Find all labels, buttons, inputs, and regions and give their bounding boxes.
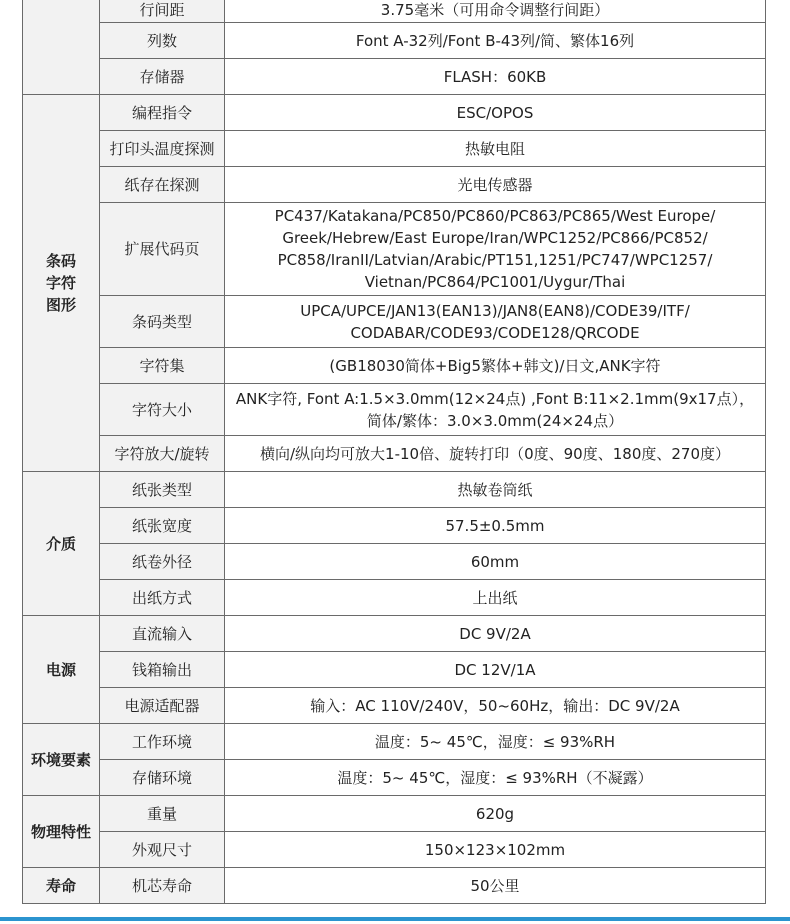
row-value: DC 12V/1A (225, 652, 766, 688)
category-cell: 寿命 (23, 868, 100, 904)
category-cell: 物理特性 (23, 796, 100, 868)
row-label: 打印头温度探测 (100, 131, 225, 167)
row-label: 编程指令 (100, 95, 225, 131)
value-line: CODABAR/CODE93/CODE128/QRCODE (350, 323, 640, 342)
row-label: 外观尺寸 (100, 832, 225, 868)
category-line: 字符 (45, 274, 76, 292)
row-label: 字符大小 (100, 384, 225, 436)
row-value: 输入：AC 110V/240V，50~60Hz，输出：DC 9V/2A (225, 688, 766, 724)
row-value: 上出纸 (225, 580, 766, 616)
row-label: 机芯寿命 (100, 868, 225, 904)
row-label: 直流输入 (100, 616, 225, 652)
row-value: 60mm (225, 544, 766, 580)
row-value: DC 9V/2A (225, 616, 766, 652)
table-row (23, 472, 766, 508)
category-cell (23, 0, 100, 95)
table-row (23, 652, 766, 688)
row-label: 纸张类型 (100, 472, 225, 508)
spec-table (22, 0, 766, 904)
table-row (23, 23, 766, 59)
value-line: Vietnan/PC864/PC1001/Uygur/Thai (364, 273, 626, 291)
row-value: 150×123×102mm (225, 832, 766, 868)
table-row (23, 796, 766, 832)
row-label: 出纸方式 (100, 580, 225, 616)
row-label: 重量 (100, 796, 225, 832)
row-value: 温度：5~ 45℃，湿度：≤ 93%RH (225, 724, 766, 760)
category-cell: 电源 (23, 616, 100, 724)
row-label: 纸张宽度 (100, 508, 225, 544)
row-label: 电源适配器 (100, 688, 225, 724)
row-value: 57.5±0.5mm (225, 508, 766, 544)
table-row (23, 384, 766, 436)
row-label: 存储器 (100, 59, 225, 95)
row-label: 纸存在探测 (100, 167, 225, 203)
row-value (225, 203, 766, 296)
table-row (23, 724, 766, 760)
table-row (23, 296, 766, 348)
table-row (23, 0, 766, 23)
row-label: 扩展代码页 (100, 203, 225, 296)
value-line: 简体/繁体：3.0×3.0mm(24×24点） (366, 411, 624, 430)
table-row (23, 348, 766, 384)
row-value (225, 296, 766, 348)
row-value: 3.75毫米（可用命令调整行间距） (225, 0, 766, 23)
table-row (23, 131, 766, 167)
row-value: 热敏电阻 (225, 131, 766, 167)
category-cell: 介质 (23, 472, 100, 616)
row-value: 横向/纵向均可放大1-10倍、旋转打印（0度、90度、180度、270度） (225, 436, 766, 472)
table-row (23, 544, 766, 580)
table-row (23, 508, 766, 544)
row-value: 50公里 (225, 868, 766, 904)
row-label: 存储环境 (100, 760, 225, 796)
table-row (23, 832, 766, 868)
row-value: ESC/OPOS (225, 95, 766, 131)
row-label: 字符放大/旋转 (100, 436, 225, 472)
table-row (23, 95, 766, 131)
bottom-divider (0, 917, 790, 921)
table-row (23, 167, 766, 203)
table-row (23, 616, 766, 652)
table-row (23, 580, 766, 616)
value-line: Greek/Hebrew/East Europe/Iran/WPC1252/PC866/PC852/ (282, 229, 708, 247)
table-row (23, 868, 766, 904)
table-row (23, 760, 766, 796)
row-label: 条码类型 (100, 296, 225, 348)
table-row (23, 59, 766, 95)
row-label: 行间距 (100, 0, 225, 23)
row-value: (GB18030简体+Big5繁体+韩文)/日文,ANK字符 (225, 348, 766, 384)
category-cell (23, 95, 100, 472)
row-value: Font A-32列/Font B-43列/简、繁体16列 (225, 23, 766, 59)
row-label: 纸卷外径 (100, 544, 225, 580)
row-label: 工作环境 (100, 724, 225, 760)
row-label: 列数 (100, 23, 225, 59)
row-value: 温度：5~ 45℃，湿度：≤ 93%RH（不凝露） (225, 760, 766, 796)
row-value: 热敏卷筒纸 (225, 472, 766, 508)
value-line: PC858/IranII/Latvian/Arabic/PT151,1251/PC747/WPC1257/ (277, 251, 713, 269)
value-line: UPCA/UPCE/JAN13(EAN13)/JAN8(EAN8)/CODE39/ITF/ (300, 301, 690, 320)
table-row (23, 436, 766, 472)
category-line: 条码 (45, 252, 76, 270)
table-row (23, 688, 766, 724)
table-row (23, 203, 766, 296)
row-label: 字符集 (100, 348, 225, 384)
row-label: 钱箱输出 (100, 652, 225, 688)
row-value (225, 384, 766, 436)
row-value: 光电传感器 (225, 167, 766, 203)
value-line: ANK字符, Font A:1.5×3.0mm(12×24点) ,Font B:11×2.1mm(9x17点）， (235, 389, 755, 408)
row-value: 620g (225, 796, 766, 832)
row-value: FLASH：60KB (225, 59, 766, 95)
value-line: PC437/Katakana/PC850/PC860/PC863/PC865/West Europe/ (274, 207, 716, 225)
category-cell: 环境要素 (23, 724, 100, 796)
category-line: 图形 (45, 296, 76, 314)
